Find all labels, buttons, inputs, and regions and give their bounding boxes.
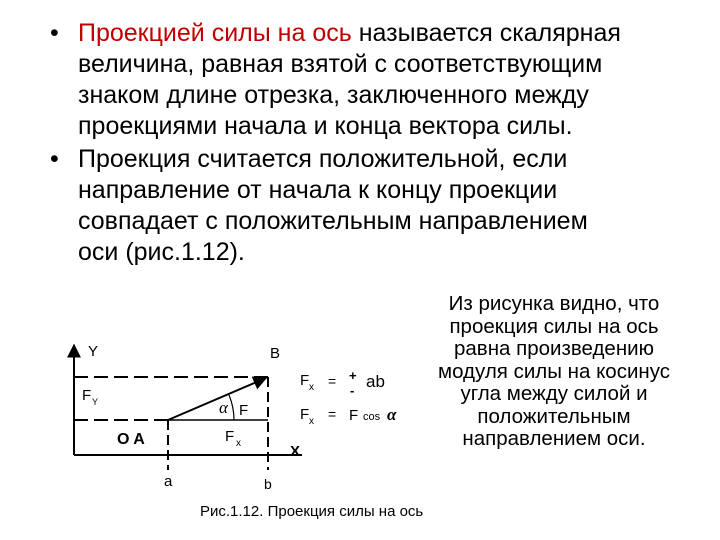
- label-point-b: B: [270, 345, 281, 362]
- formula2-cos: cos: [363, 411, 381, 423]
- side-line: направлением оси.: [462, 427, 646, 450]
- bullet-line: оси (рис.1.12).: [78, 238, 245, 266]
- side-line: положительным: [477, 404, 631, 428]
- side-line: равна произведению: [454, 337, 654, 360]
- formula2-eq: =: [328, 406, 337, 422]
- bullet-line: Проекция считается положительной, если: [78, 145, 568, 173]
- formula1-plus: +: [349, 368, 357, 383]
- formula1-rhs: ab: [366, 372, 385, 391]
- bullet-dot: •: [50, 145, 59, 173]
- label-fx: F: [225, 428, 235, 445]
- highlight-term: Проекцией силы на ось: [78, 19, 352, 47]
- bullet-dot: •: [50, 19, 59, 47]
- formula2-f-rhs: F: [349, 407, 359, 424]
- formula1-eq: =: [328, 373, 337, 389]
- formula-fx-cos: [300, 405, 397, 427]
- bullet-line: проекциями начала и конца вектора силы.: [78, 112, 573, 140]
- label-a: a: [164, 473, 173, 490]
- label-oa: O A: [117, 431, 145, 448]
- label-f: F: [239, 402, 249, 419]
- label-alpha: α: [219, 398, 228, 417]
- formula-fx-ab: [300, 368, 385, 398]
- label-x-axis: X: [290, 443, 301, 460]
- formula2-sub: x: [309, 416, 314, 427]
- side-line: модуля силы на косинус: [438, 359, 670, 383]
- label-fy: F: [82, 387, 92, 404]
- formula1-sub: x: [309, 382, 314, 393]
- label-fy-sub: Y: [92, 397, 99, 407]
- bullet-line: Проекцией силы на ось называется скалярная: [78, 19, 621, 47]
- side-line: угла между силой и: [460, 382, 648, 405]
- bullet-line: направление от начала к концу проекции: [78, 176, 558, 204]
- formula1-minus: -: [350, 383, 355, 398]
- formula2-alpha: α: [387, 405, 397, 424]
- side-line: проекция силы на ось: [449, 314, 659, 338]
- force-vector: [168, 378, 266, 420]
- formula1-f: F: [300, 372, 310, 389]
- bullet-line: совпадает с положительным направлением: [78, 207, 588, 235]
- bullet-line: величина, равная взятой с соответствующим: [78, 50, 603, 78]
- figure-caption: Рис.1.12. Проекция силы на ось: [200, 503, 424, 520]
- bullet-line: знаком длине отрезка, заключенного между: [78, 81, 589, 109]
- label-fx-sub: x: [236, 438, 241, 449]
- label-y-axis: Y: [88, 343, 99, 360]
- formula2-f: F: [300, 406, 310, 423]
- label-b: b: [264, 476, 272, 492]
- side-line: Из рисунка видно, что: [448, 292, 660, 315]
- angle-arc: [229, 395, 234, 420]
